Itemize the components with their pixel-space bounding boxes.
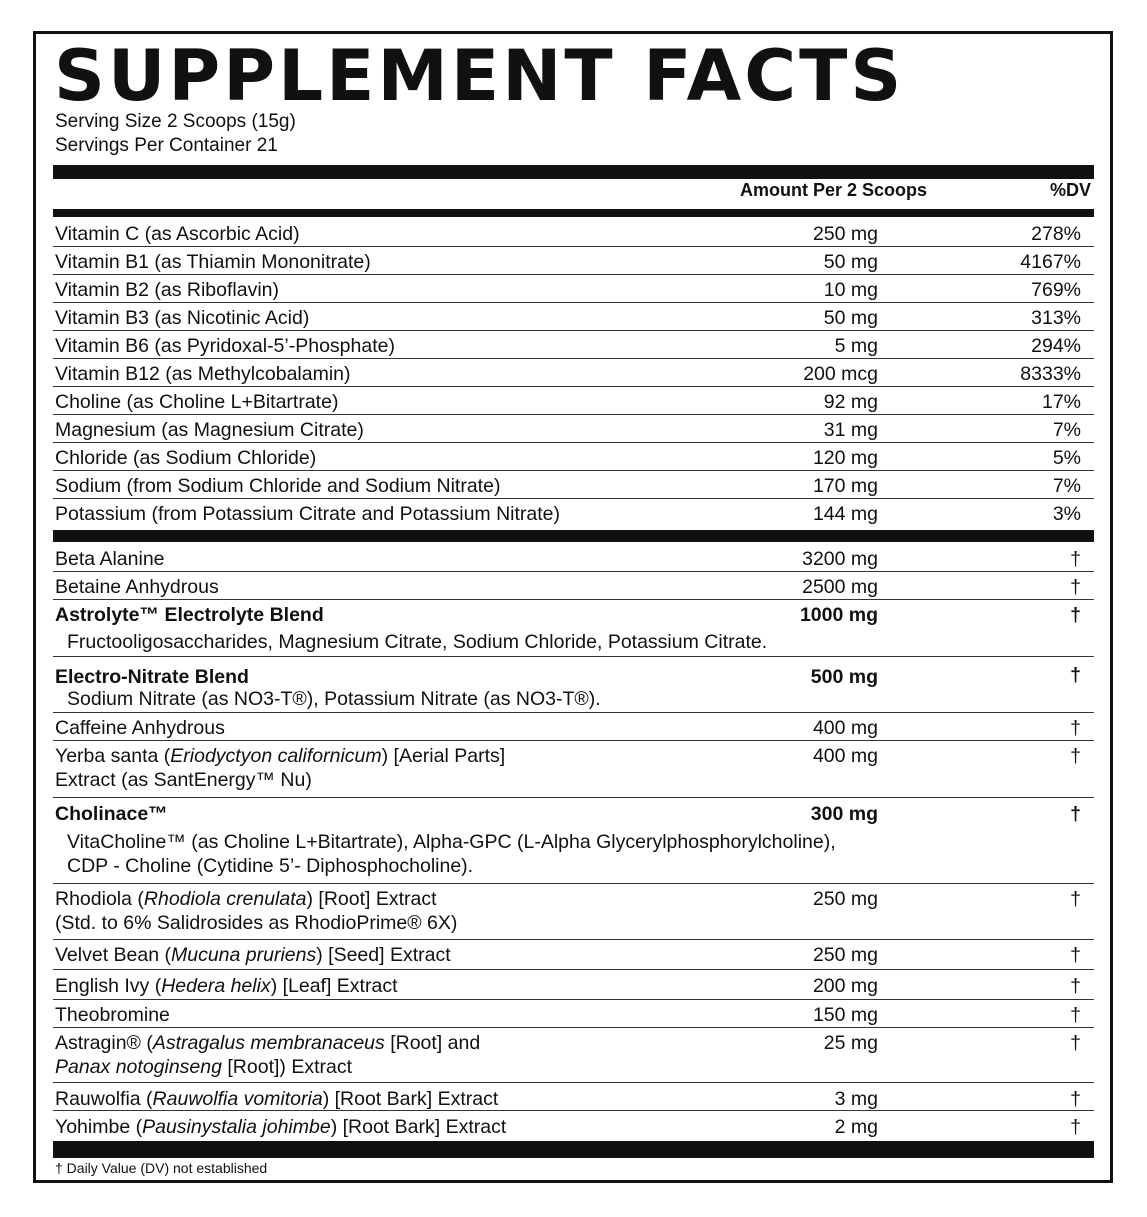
nutrient-name: Chloride (as Sodium Chloride) [55, 447, 317, 469]
supplement-facts-panel [33, 31, 1113, 1183]
ingredient-name: Beta Alanine [55, 548, 165, 570]
ingredient-name-line2: Extract (as SantEnergy™ Nu) [55, 769, 312, 791]
nutrient-name: Choline (as Choline L+Bitartrate) [55, 391, 339, 413]
dagger-mark: † [1070, 576, 1081, 598]
blend-name: Cholinace™ [55, 803, 168, 825]
dagger-mark: † [1070, 944, 1081, 966]
servings-per-container: Servings Per Container 21 [55, 135, 278, 156]
ingredient-amount: 250 mg [812, 888, 878, 910]
ingredient-name: Theobromine [55, 1004, 170, 1026]
blend-amount: 300 mg [810, 803, 878, 825]
nutrient-amount: 92 mg [823, 391, 878, 413]
ingredient-name: Astragin® (Astragalus membranaceus [Root] and [55, 1032, 481, 1054]
serving-size: Serving Size 2 Scoops (15g) [55, 111, 296, 132]
ingredient-amount: 3200 mg [802, 548, 878, 570]
dagger-mark: † [1070, 1088, 1081, 1110]
ingredient-amount: 2 mg [834, 1116, 878, 1138]
nutrient-name: Magnesium (as Magnesium Citrate) [55, 419, 364, 441]
divider-thick [53, 165, 1094, 179]
nutrient-row [53, 303, 1094, 331]
nutrient-amount: 250 mg [812, 223, 878, 245]
divider-thick [53, 530, 1094, 542]
dagger-mark: † [1070, 888, 1081, 910]
ingredient-amount: 250 mg [812, 944, 878, 966]
nutrient-dv: 769% [1031, 279, 1081, 301]
ingredient-amount: 150 mg [812, 1004, 878, 1026]
nutrient-name: Vitamin B12 (as Methylcobalamin) [55, 363, 351, 385]
ingredient-name-line2: Panax notoginseng [Root]) Extract [55, 1056, 353, 1078]
ingredient-name: Yerba santa (Eriodyctyon californicum) [Aerial Parts] [55, 745, 506, 767]
ingredient-amount: 25 mg [823, 1032, 878, 1054]
blend-amount: 1000 mg [799, 604, 878, 626]
ingredient-row [53, 1083, 1094, 1111]
dagger-mark: † [1070, 664, 1081, 686]
nutrient-dv: 7% [1052, 475, 1081, 497]
ingredient-row [53, 544, 1094, 572]
ingredient-row [53, 1000, 1094, 1028]
nutrient-row [53, 471, 1094, 499]
nutrient-amount: 120 mg [812, 447, 878, 469]
ingredient-amount: 2500 mg [802, 576, 878, 598]
nutrient-amount: 50 mg [823, 251, 878, 273]
divider-medium [53, 209, 1094, 217]
nutrient-dv: 3% [1052, 503, 1081, 525]
nutrient-amount: 200 mcg [803, 363, 878, 385]
dagger-mark: † [1070, 975, 1081, 997]
ingredient-row-astragin [53, 1028, 1094, 1083]
ingredient-amount: 400 mg [812, 717, 878, 739]
blend-detail: VitaCholine™ (as Choline L+Bitartrate), Alpha-GPC (L-Alpha Glycerylphosphorylcholine), [67, 831, 836, 853]
nutrient-row [53, 219, 1094, 247]
ingredient-name: Betaine Anhydrous [55, 576, 219, 598]
blend-name: Astrolyte™ Electrolyte Blend [55, 604, 324, 626]
blend-row-astrolyte [53, 600, 1094, 657]
ingredient-amount: 400 mg [812, 745, 878, 767]
dagger-mark: † [1070, 548, 1081, 570]
nutrient-amount: 170 mg [812, 475, 878, 497]
ingredient-row [53, 572, 1094, 600]
nutrient-dv: 278% [1031, 223, 1081, 245]
blend-detail: Sodium Nitrate (as NO3-T®), Potassium Nitrate (as NO3-T®). [67, 688, 601, 710]
dagger-mark: † [1070, 1116, 1081, 1138]
nutrient-row [53, 359, 1094, 387]
nutrient-name: Vitamin B6 (as Pyridoxal-5’-Phosphate) [55, 335, 395, 357]
amount-column-header: Amount Per 2 Scoops [739, 180, 927, 200]
dagger-mark: † [1070, 1004, 1081, 1026]
nutrient-dv: 17% [1041, 391, 1081, 413]
blend-row-cholinace [53, 798, 1094, 884]
dagger-mark: † [1070, 745, 1081, 767]
blend-amount: 500 mg [810, 666, 878, 688]
blend-row-electro-nitrate [53, 657, 1094, 713]
nutrient-row [53, 443, 1094, 471]
blend-name: Electro-Nitrate Blend [55, 666, 249, 688]
ingredient-row [53, 940, 1094, 970]
nutrient-name: Vitamin C (as Ascorbic Acid) [55, 223, 300, 245]
nutrient-dv: 313% [1031, 307, 1081, 329]
ingredient-row-rhodiola [53, 884, 1094, 940]
nutrient-row [53, 387, 1094, 415]
panel-title: SUPPLEMENT FACTS [54, 35, 905, 117]
ingredient-name-line2: (Std. to 6% Salidrosides as RhodioPrime® 6X) [55, 912, 458, 934]
nutrient-row [53, 499, 1094, 527]
nutrient-name: Vitamin B3 (as Nicotinic Acid) [55, 307, 310, 329]
nutrient-amount: 5 mg [834, 335, 878, 357]
nutrient-row [53, 275, 1094, 303]
nutrient-dv: 4167% [1020, 251, 1081, 273]
dagger-mark: † [1070, 604, 1081, 626]
nutrient-name: Vitamin B1 (as Thiamin Mononitrate) [55, 251, 371, 273]
footnote: † Daily Value (DV) not established [55, 1160, 268, 1176]
ingredient-name: Rhodiola (Rhodiola crenulata) [Root] Extract [55, 888, 437, 910]
nutrient-dv: 294% [1031, 335, 1081, 357]
nutrient-dv: 7% [1052, 419, 1081, 441]
dagger-mark: † [1070, 803, 1081, 825]
ingredient-name: Caffeine Anhydrous [55, 717, 225, 739]
ingredient-amount: 200 mg [812, 975, 878, 997]
nutrient-dv: 8333% [1020, 363, 1081, 385]
nutrient-amount: 50 mg [823, 307, 878, 329]
nutrient-amount: 144 mg [812, 503, 878, 525]
nutrient-name: Potassium (from Potassium Citrate and Potassium Nitrate) [55, 503, 561, 525]
nutrient-amount: 10 mg [823, 279, 878, 301]
ingredient-row-yerba-santa [53, 741, 1094, 798]
ingredient-name: Velvet Bean (Mucuna pruriens) [Seed] Extract [55, 944, 451, 966]
ingredient-amount: 3 mg [834, 1088, 878, 1110]
divider-thick [53, 1141, 1094, 1158]
nutrient-row [53, 247, 1094, 275]
dagger-mark: † [1070, 1032, 1081, 1054]
dagger-mark: † [1070, 717, 1081, 739]
ingredient-row [53, 970, 1094, 1000]
dv-column-header: %DV [1049, 180, 1091, 200]
ingredient-row [53, 713, 1094, 741]
blend-detail: CDP - Choline (Cytidine 5’- Diphosphocholine). [67, 855, 474, 877]
nutrient-dv: 5% [1052, 447, 1081, 469]
ingredient-name: English Ivy (Hedera helix) [Leaf] Extract [55, 975, 398, 997]
nutrient-row [53, 331, 1094, 359]
nutrient-row [53, 415, 1094, 443]
blend-detail: Fructooligosaccharides, Magnesium Citrate, Sodium Chloride, Potassium Citrate. [67, 631, 768, 653]
ingredient-name: Rauwolfia (Rauwolfia vomitoria) [Root Bark] Extract [55, 1088, 499, 1110]
nutrient-amount: 31 mg [823, 419, 878, 441]
ingredient-name: Yohimbe (Pausinystalia johimbe) [Root Bark] Extract [55, 1116, 507, 1138]
ingredient-row [53, 1111, 1094, 1139]
nutrient-name: Vitamin B2 (as Riboflavin) [55, 279, 279, 301]
nutrient-name: Sodium (from Sodium Chloride and Sodium Nitrate) [55, 475, 501, 497]
